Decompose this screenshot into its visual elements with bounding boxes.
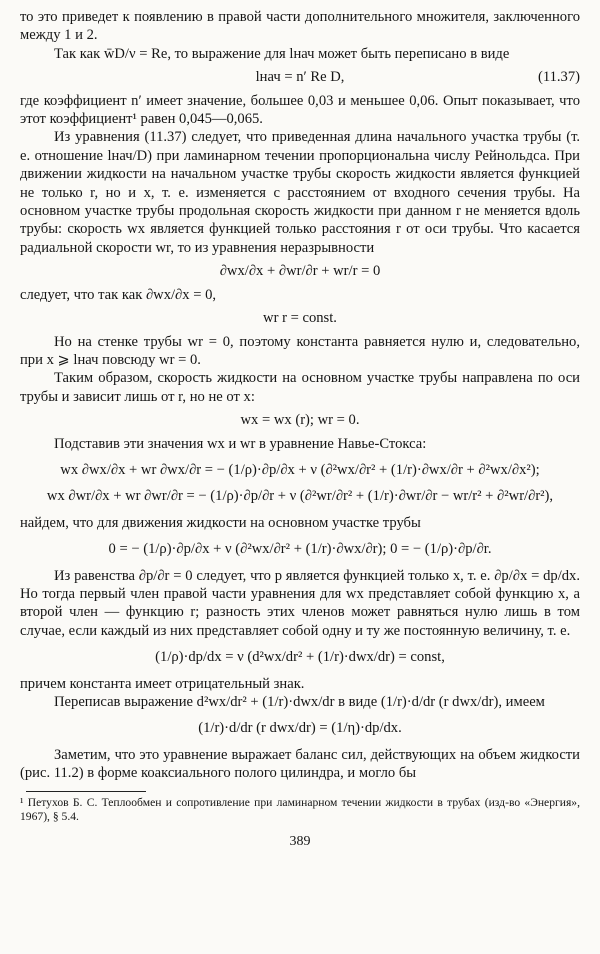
paragraph-13: Заметим, что это уравнение выражает баланс сил, действующих на объем жидкости (рис. 11.2) в форме коаксиального полого цилиндра, и могло бы [20, 746, 580, 782]
continuity-equation: ∂wx/∂x + ∂wr/∂r + wr/r = 0 [219, 263, 381, 280]
equation-11-37-body: lнач = n′ Re D, [255, 69, 345, 86]
book-page [20, 8, 580, 850]
paragraph-4: Из уравнения (11.37) следует, что приведенная длина начального участка трубы (т. е. отношение lнач/D) при ламинарном течении пропорциональна числу Рейнольдса. При движении жидкости на начальном участке трубы скорость жидкости является функцией не только r, но и x, т. е. изменяется с расстоянием от входного сечения трубы. На основном участке трубы продольная скорость жидкости при данном r не меняется вдоль трубы: скорость wx является функцией только расстояния r от оси трубы. Что касается радиальной скорости wr, то из уравнения неразрывности [20, 129, 580, 256]
equation-11-37 [20, 68, 580, 86]
footnote: ¹ Петухов Б. С. Теплообмен и сопротивление при ламинарном течении жидкости в трубах (изд-во «Энергия», 1967), § 5.4. [20, 795, 580, 823]
paragraph-12: Переписав выражение d²wx/dr² + (1/r)·dwx/dr в виде (1/r)·d/dr (r dwx/dr), имеем [54, 694, 545, 710]
paragraph-8: Подставив эти значения wx и wr в уравнение Навье-Стокса: [54, 435, 427, 452]
navier-stokes-r: wx ∂wr/∂x + wr ∂wr/∂r = − (1/ρ)·∂p/∂r + ν (∂²wr/∂r² + (1/r)·∂wr/∂r − wr/r² + ∂²wr/∂r²), [46, 488, 554, 505]
page-number: 389 [289, 833, 311, 849]
footnote-divider [26, 791, 146, 792]
paragraph-1: то это приведет к появлению в правой части дополнительного множителя, заключенного между 1 и 2. [20, 9, 580, 44]
paragraph-7: Таким образом, скорость жидкости на основном участке трубы направлена по оси трубы и зависит лишь от r, но не от x: [20, 370, 580, 405]
navier-stokes-x: wx ∂wx/∂x + wr ∂wx/∂r = − (1/ρ)·∂p/∂x + ν (∂²wx/∂r² + (1/r)·∂wx/∂r + ∂²wx/∂x²); [60, 461, 540, 478]
paragraph-2: Так как w̄D/ν = Re, то выражение для lнач может быть переписано в виде [54, 45, 510, 62]
paragraph-6: Но на стенке трубы wr = 0, поэтому константа равняется нулю и, следовательно, при x ⩾ lнач повсюду wr = 0. [20, 333, 580, 368]
radial-velocity-equation: wr r = const. [263, 310, 337, 327]
paragraph-11: причем константа имеет отрицательный знак. [20, 675, 305, 692]
const-equation: (1/ρ)·dp/dx = ν (d²wx/dr² + (1/r)·dwx/dr) = const, [155, 649, 445, 666]
velocity-function-equation: wx = wx (r); wr = 0. [240, 412, 360, 429]
main-section-equations: 0 = − (1/ρ)·∂p/∂x + ν (∂²wx/∂r² + (1/r)·∂wx/∂r); 0 = − (1/ρ)·∂p/∂r. [108, 541, 492, 558]
paragraph-10: Из равенства ∂p/∂r = 0 следует, что p является функцией только x, т. е. ∂p/∂x = dp/dx. Но тогда первый член правой части уравнения для wx представляет собой функцию x, а второй член — функцию r; разность этих членов может равняться нулю лишь в том случае, если каждый из них представляет собой одну и ту же постоянную величину, т. е. [20, 567, 580, 639]
paragraph-3: где коэффициент n′ имеет значение, большее 0,03 и меньшее 0,06. Опыт показывает, что этот коэффициент¹ равен 0,045—0,065. [20, 92, 580, 128]
paragraph-5: следует, что так как ∂wx/∂x = 0, [20, 286, 217, 303]
final-equation: (1/r)·d/dr (r dwx/dr) = (1/η)·dp/dx. [198, 720, 402, 737]
paragraph-9: найдем, что для движения жидкости на основном участке трубы [20, 514, 421, 531]
equation-number: (11.37) [537, 69, 580, 86]
